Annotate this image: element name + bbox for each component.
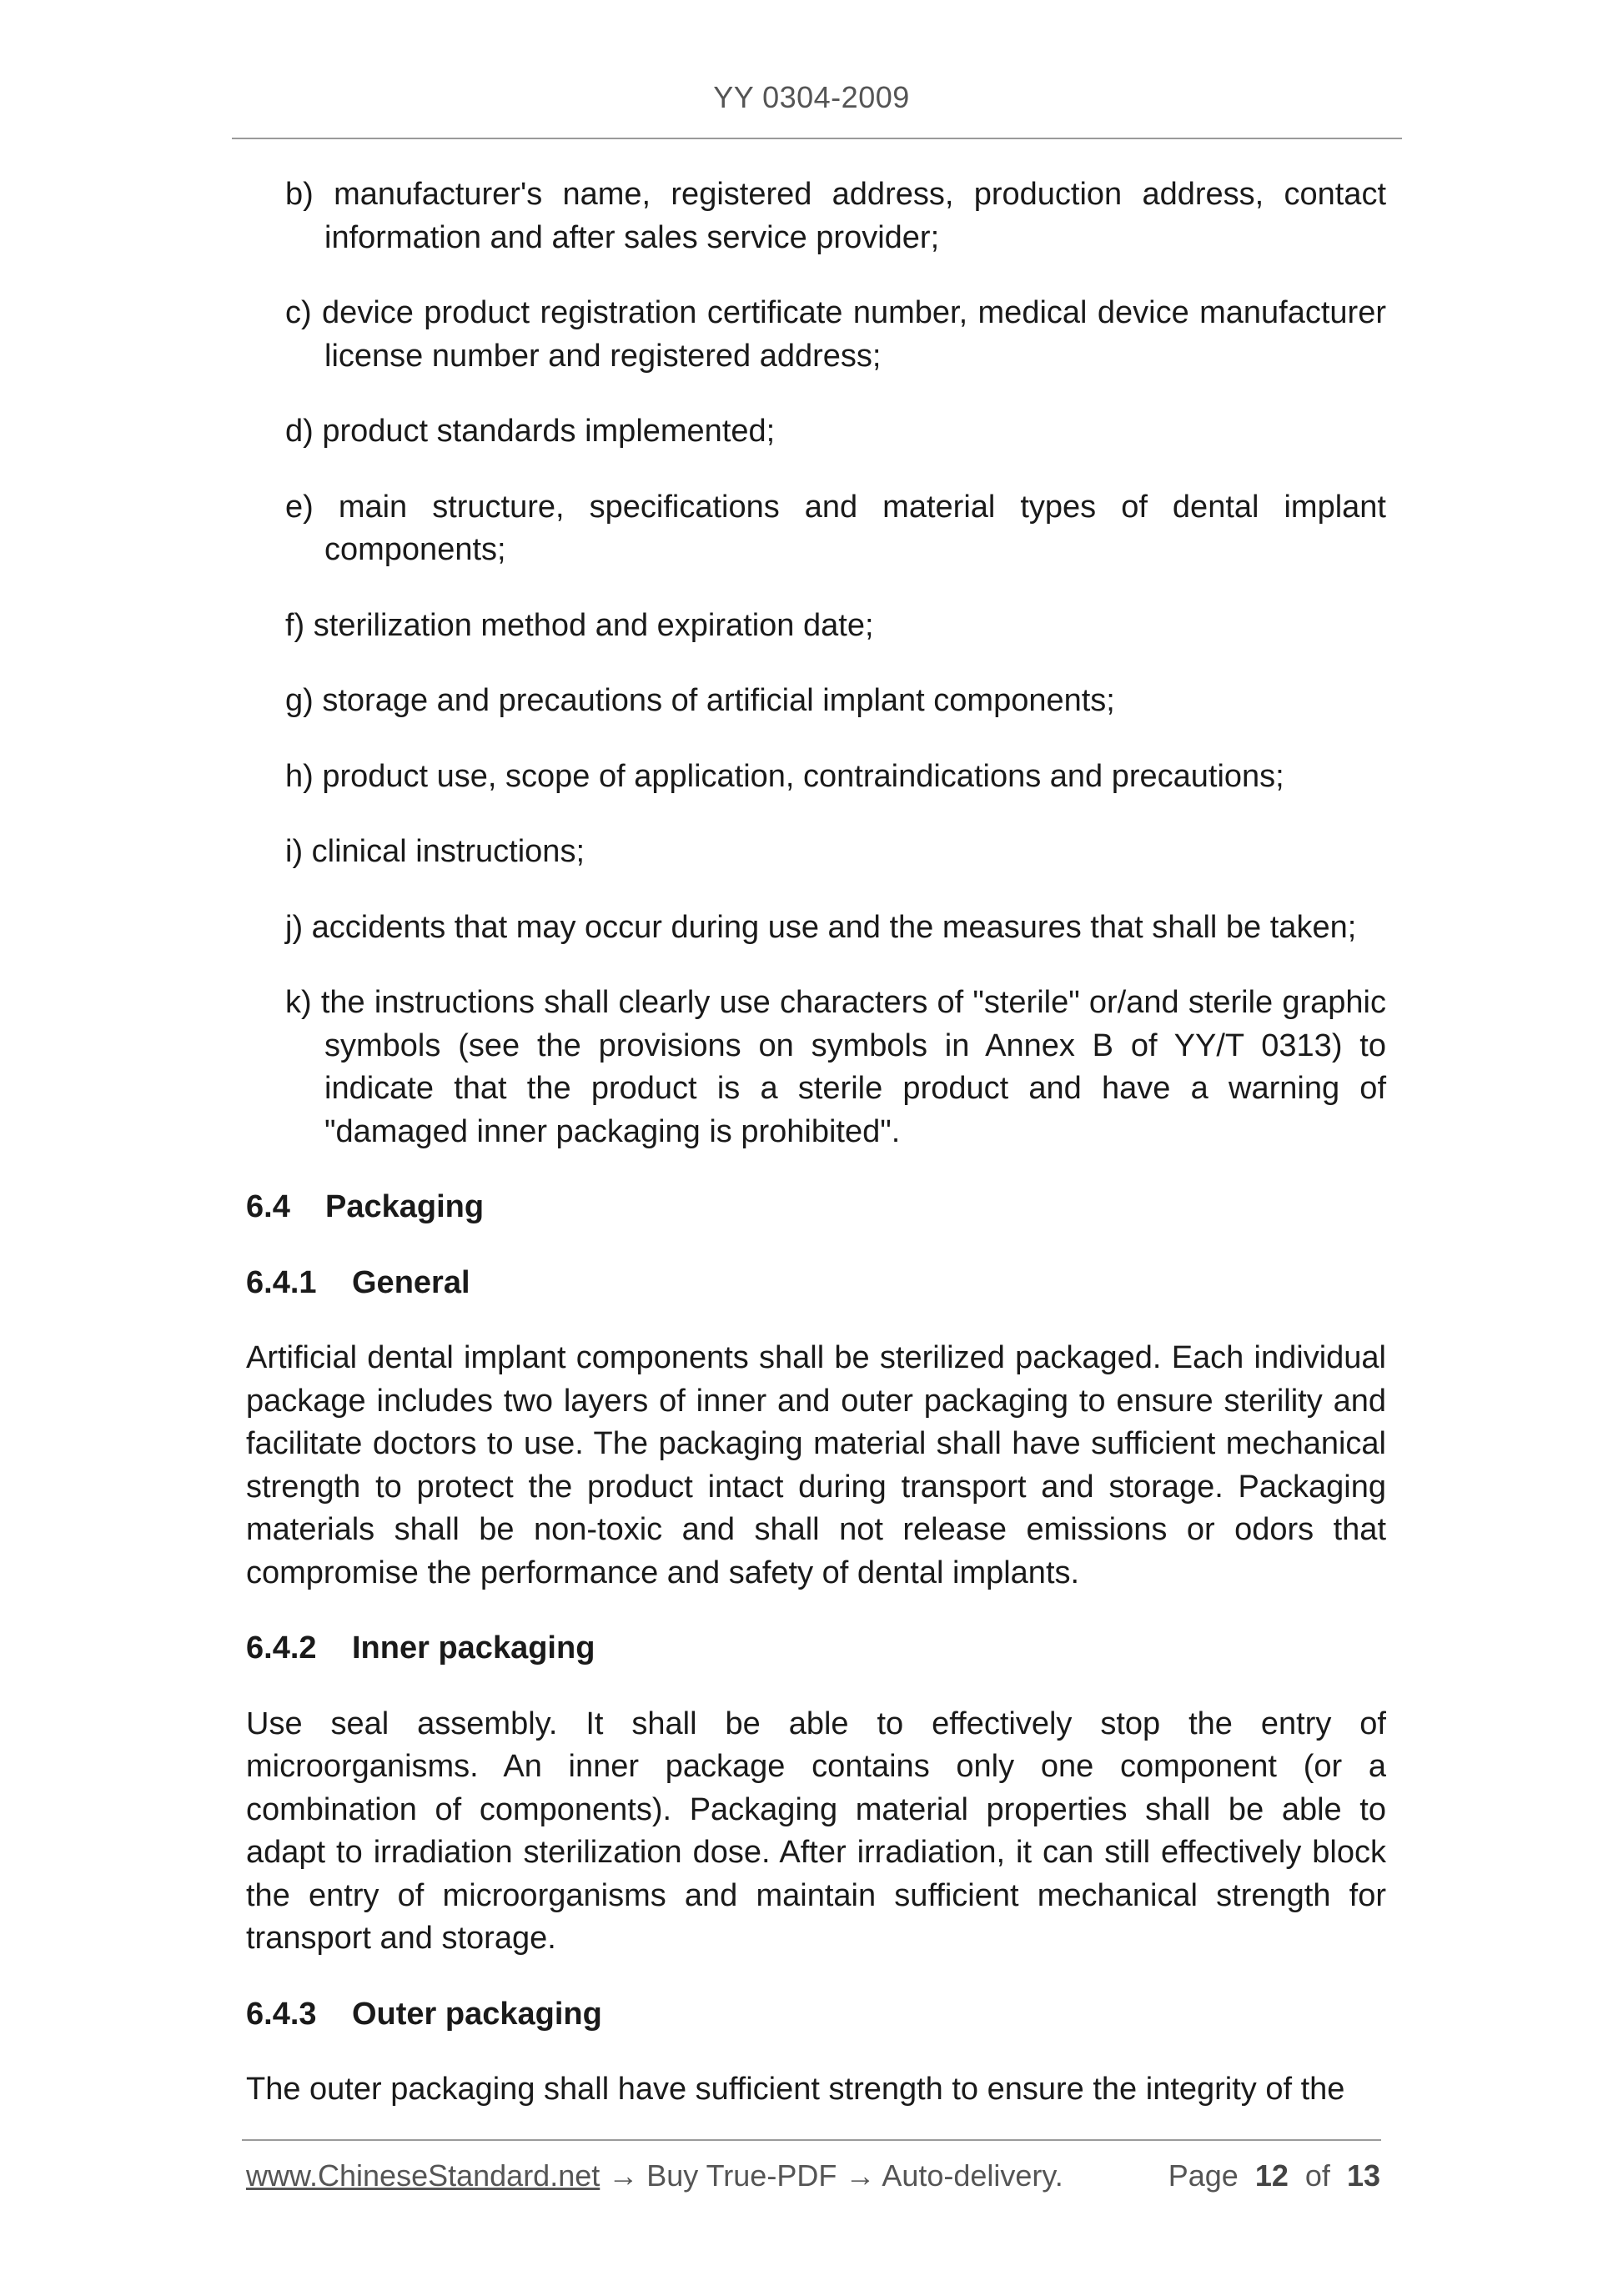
- section-title: Packaging: [325, 1189, 485, 1224]
- footer-promo-text: → Buy True-PDF → Auto-delivery.: [600, 2158, 1063, 2193]
- section-title: General: [352, 1264, 470, 1300]
- page-total: 13: [1346, 2158, 1380, 2193]
- section-title: Outer packaging: [352, 1996, 602, 2032]
- section-number: 6.4.1: [246, 1264, 317, 1300]
- document-body: [246, 173, 1386, 2112]
- page-footer: [246, 2158, 1380, 2193]
- section-heading-outer-packaging: [246, 1993, 1386, 2037]
- list-item-i: i) clinical instructions;: [285, 834, 585, 869]
- page-header-title: YY 0304-2009: [713, 80, 910, 114]
- list-item-k: k) the instructions shall clearly use characters of "sterile" or/and sterile graphic symbols (see the provisions on symbols in Annex B of YY/T 0313) to indicate that the product is a sterile product and have a warning of "damaged inner packaging is prohibited".: [285, 985, 1386, 1149]
- list-item-c: c) device product registration certificate number, medical device manufacturer license number and registered address;: [285, 295, 1386, 374]
- section-heading-packaging: [246, 1186, 1386, 1229]
- header-divider: [232, 138, 1402, 139]
- section-number: 6.4.2: [246, 1630, 317, 1665]
- page-number: 12: [1254, 2158, 1289, 2193]
- list-item-j: j) accidents that may occur during use and the measures that shall be taken;: [285, 909, 1357, 945]
- list-item-d: d) product standards implemented;: [285, 414, 776, 449]
- list-item-f: f) sterilization method and expiration date;: [285, 607, 874, 643]
- list-item-g: g) storage and precautions of artificial implant components;: [285, 683, 1115, 718]
- section-number: 6.4: [246, 1189, 290, 1224]
- footer-divider: [242, 2139, 1381, 2141]
- section-heading-inner-packaging: [246, 1627, 1386, 1671]
- section-number: 6.4.3: [246, 1996, 317, 2032]
- page-indicator: [1168, 2158, 1380, 2193]
- of-label: of: [1304, 2158, 1330, 2193]
- list-item-b: b) manufacturer's name, registered address, production address, contact information and after sales service provider;: [285, 177, 1386, 255]
- website-link[interactable]: www.ChineseStandard.net: [246, 2158, 600, 2193]
- outer-packaging-paragraph: The outer packaging shall have sufficient strength to ensure the integrity of the: [246, 2072, 1345, 2107]
- section-heading-general: [246, 1262, 1386, 1305]
- general-paragraph: Artificial dental implant components shall be sterilized packaged. Each individual package includes two layers of inner and outer packaging to ensure sterility and facilitate doctors to use. The packaging material shall have sufficient mechanical strength to protect the product intact during transport and storage. Packaging materials shall be non-toxic and shall not release emissions or odors that compromise the performance and safety of dental implants.: [246, 1340, 1386, 1590]
- list-item-e: e) main structure, specifications and material types of dental implant components;: [285, 489, 1386, 567]
- section-title: Inner packaging: [352, 1630, 595, 1665]
- list-item-h: h) product use, scope of application, contraindications and precautions;: [285, 758, 1284, 794]
- page-label: Page: [1168, 2158, 1239, 2193]
- inner-packaging-paragraph: Use seal assembly. It shall be able to effectively stop the entry of microorganisms. An inner package contains only one component (or a combination of components). Packaging material properties shall be able to adapt to irradiation sterilization dose. After irradiation, it can still effectively block the entry of microorganisms and maintain sufficient mechanical strength for transport and storage.: [246, 1706, 1386, 1956]
